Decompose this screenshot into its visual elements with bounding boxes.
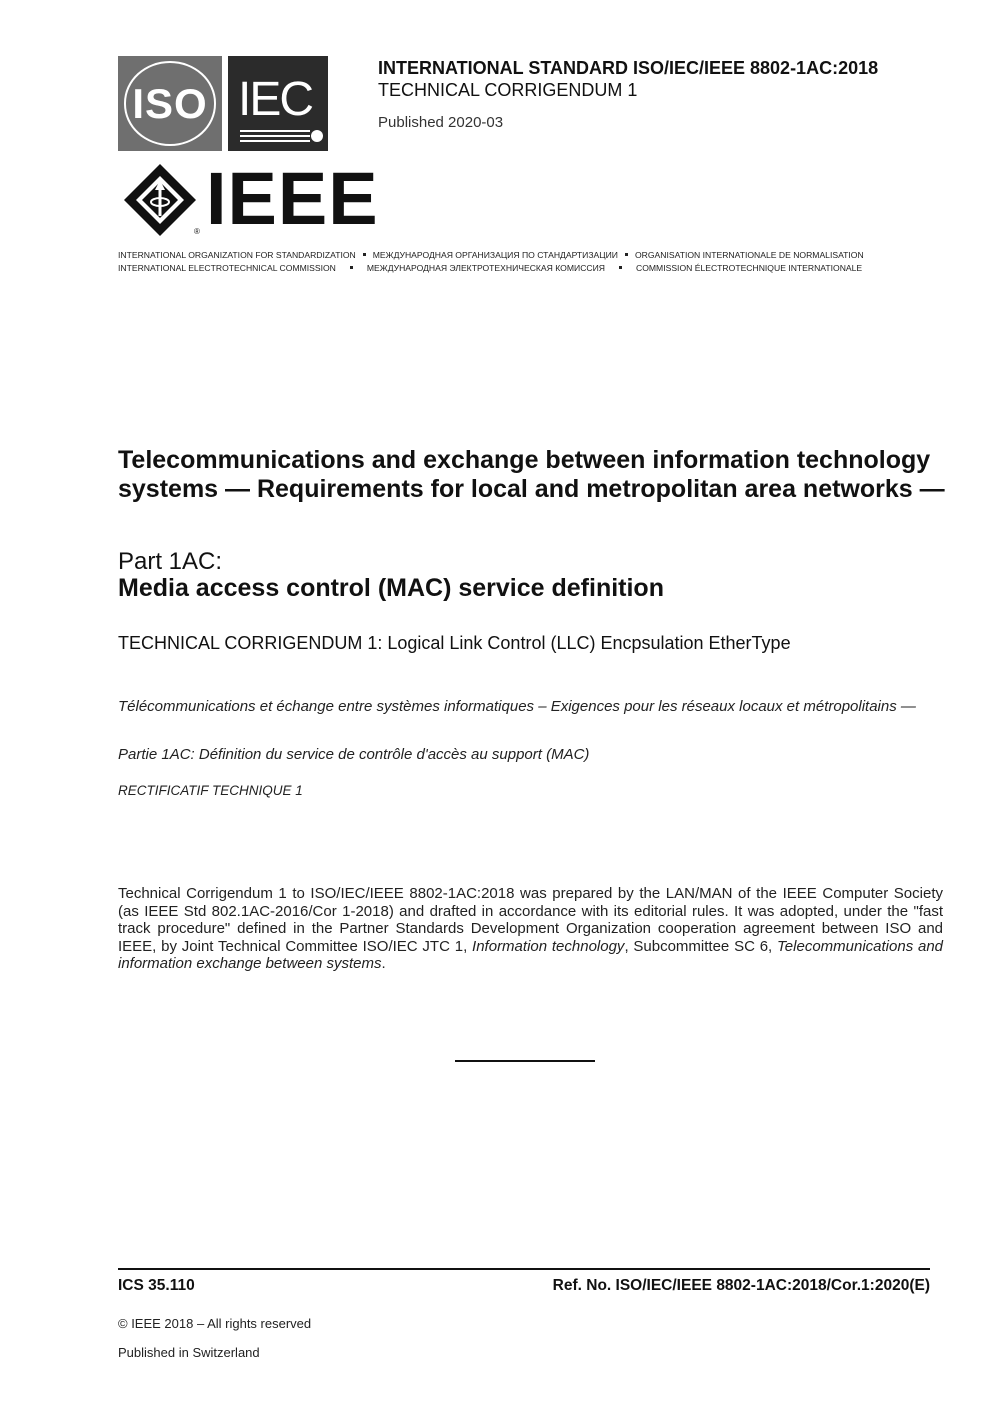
part-label: Part 1AC: [118,548,223,575]
ics-code: ICS 35.110 [118,1277,195,1294]
bullet-separator [363,253,366,256]
ieee-diamond-icon [124,162,204,238]
foreword-italic-committee: Information technology [472,937,625,955]
corrigendum-label: TECHNICAL CORRIGENDUM 1 [378,80,638,100]
ieee-logo-text: IEEE [206,157,379,240]
iso-logo [118,56,222,151]
org-line-2 [118,263,862,273]
iso-logo-text: ISO [132,80,208,127]
org-iso-fr: ORGANISATION INTERNATIONALE DE NORMALISATION [634,250,864,260]
iec-logo [228,56,328,151]
corrigendum-title: TECHNICAL CORRIGENDUM 1: Logical Link Control (LLC) Encpsulation EtherType [118,633,791,653]
org-iec-ru: МЕЖДУНАРОДНАЯ ЭЛЕКТРОТЕХНИЧЕСКАЯ КОМИССИЯ [366,263,605,273]
reference-number: Ref. No. ISO/IEC/IEEE 8802-1AC:2018/Cor.1:2020(E) [552,1277,930,1294]
iec-logo-line [240,135,310,137]
ieee-logo [124,157,379,240]
iec-logo-line [240,140,310,142]
org-line-1 [118,250,864,260]
footer-rule [118,1268,930,1270]
iec-logo-line [240,130,310,132]
french-part-title: Partie 1AC: Définition du service de contrôle d'accès au support (MAC) [118,746,590,763]
separator-rule [455,1060,595,1062]
main-title: Telecommunications and exchange between information technology systems — Requirements for local and metropolitan area networks — [118,446,945,503]
published-in: Published in Switzerland [118,1345,260,1360]
bullet-separator [625,253,628,256]
iec-logo-dot [310,129,324,143]
published-date: Published 2020-03 [378,114,504,131]
iec-logo-text: IEC [238,73,313,126]
foreword-text: Technical Corrigendum 1 to ISO/IEC/IEEE 8802-1AC:2018 was prepared by the LAN/MAN of the IEEE Computer Society (as IEEE Std 802.1AC-2016/Cor 1-2018) and drafted in accordance with its editorial rules. It was adopted, under the "fast track procedure" defined in the Partner Standards Development Organization cooperation agreement between ISO and IEEE, by Joint Technical Committee ISO/IEC JTC 1, [118,885,943,955]
org-iec-en: INTERNATIONAL ELECTROTECHNICAL COMMISSION [118,263,336,273]
foreword-paragraph [118,885,943,973]
copyright-notice: © IEEE 2018 – All rights reserved [118,1316,312,1331]
foreword-text: , Subcommittee SC 6, [624,937,778,955]
part-title: Media access control (MAC) service definition [118,574,664,602]
foreword-text: . [381,955,386,972]
bullet-separator [350,266,353,269]
french-rectificatif: RECTIFICATIF TECHNIQUE 1 [118,783,303,798]
foreword-italic-subcommittee: Telecommunications and information exchange between systems [118,937,944,972]
french-title: Télécommunications et échange entre systèmes informatiques – Exigences pour les réseaux locaux et métropolitains — [118,698,916,715]
org-iec-fr: COMMISSION ÉLECTROTECHNIQUE INTERNATIONALE [636,263,863,273]
svg-text:®: ® [194,227,200,236]
bullet-separator [619,266,622,269]
standard-designation: INTERNATIONAL STANDARD ISO/IEC/IEEE 8802-1AC:2018 [378,58,879,78]
org-iso-en: INTERNATIONAL ORGANIZATION FOR STANDARDIZATION [118,250,356,260]
org-iso-ru: МЕЖДУНАРОДНАЯ ОРГАНИЗАЦИЯ ПО СТАНДАРТИЗАЦИИ [372,250,618,260]
